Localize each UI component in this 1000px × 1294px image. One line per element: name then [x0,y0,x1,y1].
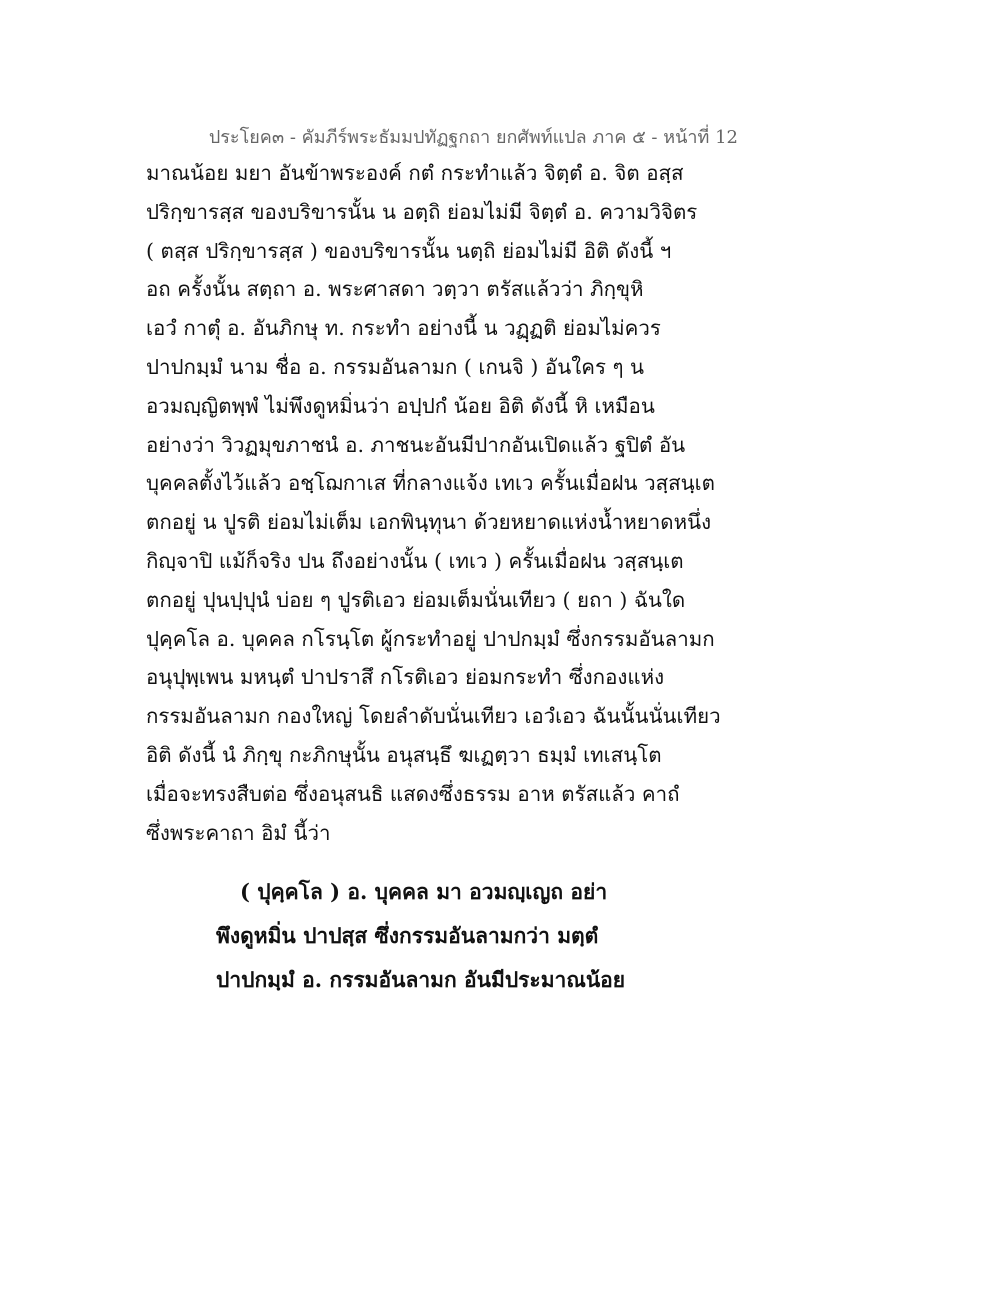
body-line: อิติ ดังนี้ นํ ภิกฺขุ กะภิกษุนั้น อนุสนฺธึ ฆเฏตฺวา ธมฺมํ เทเสนฺโต [146,742,662,767]
body-line: อวมญฺญิตพฺพํ ไม่พึงดูหมิ่นว่า อปฺปกํ น้อย อิติ ดังนี้ หิ เหมือน [146,393,655,418]
body-text [146,154,866,852]
body-line: บุคคลตั้งไว้แล้ว อชฺโฌกาเส ที่กลางแจ้ง เทเว ครั้นเมื่อฝน วสฺสนฺเต [146,471,715,496]
verse-line: พึงดูหมิ่น ปาปสฺส ซึ่งกรรมอันลามกว่า มตฺตํ [216,923,599,948]
body-line: อนุปุพฺเพน มหนฺตํ ปาปราสึ กโรติเอว ย่อมกระทำ ซึ่งกองแห่ง [146,665,665,690]
body-line: อถ ครั้งนั้น สตฺถา อ. พระศาสดา วตฺวา ตรัสแล้วว่า ภิกฺขุหิ [146,277,644,302]
body-line: กรรมอันลามก กองใหญ่ โดยลำดับนั่นเทียว เอวํเอว ฉันนั้นนั่นเทียว [146,704,721,729]
body-line: กิญฺจาปิ แม้ก็จริง ปน ถึงอย่างนั้น ( เทเว ) ครั้นเมื่อฝน วสฺสนฺเต [146,548,684,573]
body-line: ( ตสฺส ปริกฺขารสฺส ) ของบริขารนั้น นตฺถิ ย่อมไม่มี อิติ ดังนี้ ฯ [146,238,672,263]
body-line: ซึ่งพระคาถา อิมํ นี้ว่า [146,820,331,845]
body-line: เอวํ กาตุํ อ. อันภิกษุ ท. กระทำ อย่างนี้ น วฏฺฏติ ย่อมไม่ควร [146,316,661,341]
body-line: ปุคฺคโล อ. บุคคล กโรนฺโต ผู้กระทำอยู่ ปาปกมฺมํ ซึ่งกรรมอันลามก [146,626,715,651]
running-head: ประโยค๓ - คัมภีร์พระธัมมปทัฏฐกถา ยกศัพท์แปล ภาค ๕ - หน้าที่ 12 [208,127,738,148]
body-line: อย่างว่า วิวฏมุขภาชนํ อ. ภาชนะอันมีปากอันเปิดแล้ว ฐปิตํ อัน [146,432,686,457]
body-line: มาณน้อย มยา อันข้าพระองค์ กตํ กระทำแล้ว จิตฺตํ อ. จิต อสฺส [146,161,684,185]
body-line: ปาปกมฺมํ นาม ชื่อ อ. กรรมอันลามก ( เกนจิ ) อันใคร ๆ น [146,354,645,379]
body-line: ปริกฺขารสฺส ของบริขารนั้น น อตฺถิ ย่อมไม่มี จิตฺตํ อ. ความวิจิตร [146,199,698,224]
body-line: ตกอยู่ น ปูรติ ย่อมไม่เต็ม เอกพินฺทุนา ด้วยหยาดแห่งน้ำหยาดหนึ่ง [146,510,712,535]
verse-line: ปาปกมฺมํ อ. กรรมอันลามก อันมีประมาณน้อย [216,967,626,992]
body-line: ตกอยู่ ปุนปฺปุนํ บ่อย ๆ ปูรติเอว ย่อมเต็มนั่นเทียว ( ยถา ) ฉันใด [146,587,686,612]
body-line: เมื่อจะทรงสืบต่อ ซึ่งอนุสนธิ แสดงซึ่งธรรม อาห ตรัสแล้ว คาถํ [146,781,680,806]
verse-line: ( ปุคฺคโล ) อ. บุคคล มา อวมญฺเญถ อย่า [240,879,608,904]
